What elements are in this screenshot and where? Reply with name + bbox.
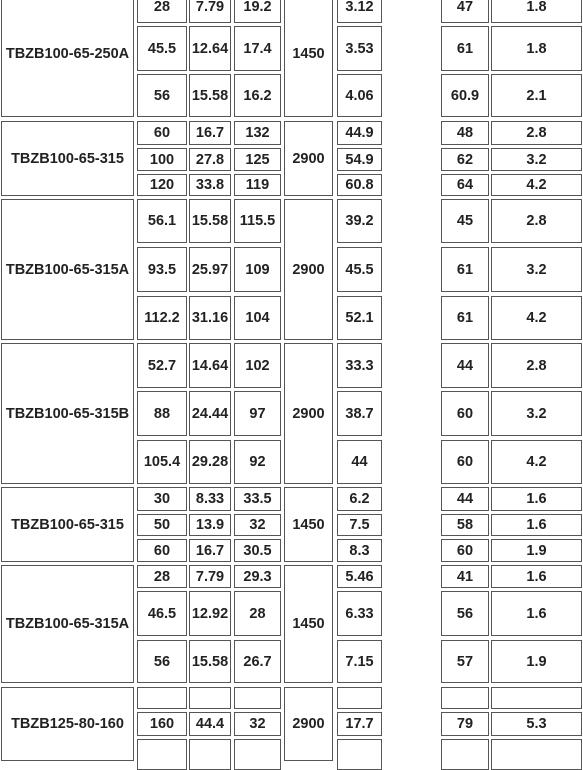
flow-ls-cell: 7.79: [189, 0, 231, 23]
power-cell: 3.12: [337, 0, 382, 23]
npsh-cell: 1.9: [491, 640, 582, 683]
efficiency-cell: 60: [441, 539, 489, 562]
efficiency-cell: 60: [441, 391, 489, 436]
head-cell: 30.5: [234, 539, 281, 562]
head-cell: [234, 739, 281, 770]
flow-m3h-cell: 46.5: [137, 591, 187, 636]
npsh-cell: 1.6: [491, 565, 582, 588]
flow-ls-cell: 31.16: [189, 296, 231, 340]
flow-m3h-cell: 56: [137, 640, 187, 683]
model-cell: TBZB100-65-315A: [1, 565, 134, 683]
flow-m3h-cell: 52.7: [137, 343, 187, 388]
flow-ls-cell: 24.44: [189, 391, 231, 436]
flow-ls-cell: [189, 687, 231, 709]
power-cell: 54.9: [337, 148, 382, 171]
power-cell: 39.2: [337, 199, 382, 243]
flow-ls-cell: 29.28: [189, 440, 231, 484]
flow-m3h-cell: 30: [137, 487, 187, 511]
efficiency-cell: 64: [441, 174, 489, 196]
speed-cell: 2900: [284, 199, 333, 340]
power-cell: 7.15: [337, 640, 382, 683]
flow-ls-cell: 12.64: [189, 26, 231, 71]
flow-ls-cell: 16.7: [189, 121, 231, 145]
npsh-cell: 2.8: [491, 121, 582, 145]
efficiency-cell: 60: [441, 440, 489, 484]
power-cell: 8.3: [337, 539, 382, 562]
flow-m3h-cell: 45.5: [137, 26, 187, 71]
speed-cell: 2900: [284, 343, 333, 484]
npsh-cell: 1.6: [491, 591, 582, 636]
flow-ls-cell: 15.58: [189, 74, 231, 117]
efficiency-cell: 56: [441, 591, 489, 636]
npsh-cell: [491, 739, 582, 770]
power-cell: [337, 687, 382, 709]
flow-m3h-cell: 56.1: [137, 199, 187, 243]
flow-m3h-cell: 60: [137, 539, 187, 562]
npsh-cell: 1.6: [491, 487, 582, 511]
power-cell: 60.8: [337, 174, 382, 196]
flow-ls-cell: 33.8: [189, 174, 231, 196]
head-cell: 33.5: [234, 487, 281, 511]
speed-cell: 2900: [284, 121, 333, 196]
npsh-cell: 2.8: [491, 199, 582, 243]
head-cell: 97: [234, 391, 281, 436]
head-cell: 115.5: [234, 199, 281, 243]
head-cell: 132: [234, 121, 281, 145]
flow-ls-cell: 27.8: [189, 148, 231, 171]
power-cell: 5.46: [337, 565, 382, 588]
head-cell: 125: [234, 148, 281, 171]
npsh-cell: 1.6: [491, 514, 582, 536]
flow-ls-cell: 16.7: [189, 539, 231, 562]
efficiency-cell: 60.9: [441, 74, 489, 117]
model-cell: TBZB100-65-250A: [1, 0, 134, 117]
flow-m3h-cell: 28: [137, 0, 187, 23]
speed-cell: 2900: [284, 687, 333, 761]
head-cell: 19.2: [234, 0, 281, 23]
npsh-cell: 4.2: [491, 296, 582, 340]
efficiency-cell: 41: [441, 565, 489, 588]
flow-m3h-cell: 50: [137, 514, 187, 536]
flow-ls-cell: 7.79: [189, 565, 231, 588]
efficiency-cell: 61: [441, 296, 489, 340]
power-cell: 6.2: [337, 487, 382, 511]
npsh-cell: 2.8: [491, 343, 582, 388]
head-cell: 29.3: [234, 565, 281, 588]
head-cell: 32: [234, 712, 281, 736]
model-cell: TBZB100-65-315: [1, 487, 134, 562]
head-cell: 92: [234, 440, 281, 484]
npsh-cell: 4.2: [491, 174, 582, 196]
head-cell: 102: [234, 343, 281, 388]
model-cell: TBZB125-80-160: [1, 687, 134, 761]
head-cell: 16.2: [234, 74, 281, 117]
power-cell: 44.9: [337, 121, 382, 145]
speed-cell: 1450: [284, 487, 333, 562]
flow-m3h-cell: 56: [137, 74, 187, 117]
npsh-cell: 1.9: [491, 539, 582, 562]
head-cell: 28: [234, 591, 281, 636]
efficiency-cell: 57: [441, 640, 489, 683]
flow-ls-cell: [189, 739, 231, 770]
flow-m3h-cell: 100: [137, 148, 187, 171]
flow-ls-cell: 12.92: [189, 591, 231, 636]
efficiency-cell: 62: [441, 148, 489, 171]
efficiency-cell: 44: [441, 343, 489, 388]
efficiency-cell: 45: [441, 199, 489, 243]
power-cell: 44: [337, 440, 382, 484]
model-cell: TBZB100-65-315: [1, 121, 134, 196]
efficiency-cell: 47: [441, 0, 489, 23]
efficiency-cell: 58: [441, 514, 489, 536]
npsh-cell: 5.3: [491, 712, 582, 736]
efficiency-cell: 79: [441, 712, 489, 736]
model-cell: TBZB100-65-315B: [1, 343, 134, 484]
flow-m3h-cell: 88: [137, 391, 187, 436]
npsh-cell: [491, 687, 582, 709]
power-cell: 33.3: [337, 343, 382, 388]
flow-m3h-cell: 93.5: [137, 247, 187, 292]
npsh-cell: 1.8: [491, 26, 582, 71]
flow-m3h-cell: 112.2: [137, 296, 187, 340]
efficiency-cell: [441, 739, 489, 770]
flow-m3h-cell: 105.4: [137, 440, 187, 484]
power-cell: 38.7: [337, 391, 382, 436]
efficiency-cell: 61: [441, 26, 489, 71]
flow-ls-cell: 44.4: [189, 712, 231, 736]
flow-m3h-cell: 28: [137, 565, 187, 588]
speed-cell: 1450: [284, 0, 333, 117]
power-cell: 3.53: [337, 26, 382, 71]
head-cell: 109: [234, 247, 281, 292]
power-cell: 7.5: [337, 514, 382, 536]
npsh-cell: 3.2: [491, 148, 582, 171]
power-cell: [337, 739, 382, 770]
power-cell: 45.5: [337, 247, 382, 292]
flow-ls-cell: 8.33: [189, 487, 231, 511]
power-cell: 6.33: [337, 591, 382, 636]
head-cell: 119: [234, 174, 281, 196]
power-cell: 52.1: [337, 296, 382, 340]
efficiency-cell: 61: [441, 247, 489, 292]
speed-cell: 1450: [284, 565, 333, 683]
efficiency-cell: 48: [441, 121, 489, 145]
npsh-cell: 4.2: [491, 440, 582, 484]
power-cell: 4.06: [337, 74, 382, 117]
npsh-cell: 2.1: [491, 74, 582, 117]
efficiency-cell: [441, 687, 489, 709]
head-cell: [234, 687, 281, 709]
flow-m3h-cell: [137, 739, 187, 770]
flow-m3h-cell: 160: [137, 712, 187, 736]
flow-ls-cell: 25.97: [189, 247, 231, 292]
head-cell: 104: [234, 296, 281, 340]
flow-m3h-cell: 60: [137, 121, 187, 145]
npsh-cell: 3.2: [491, 247, 582, 292]
flow-ls-cell: 15.58: [189, 640, 231, 683]
head-cell: 26.7: [234, 640, 281, 683]
efficiency-cell: 44: [441, 487, 489, 511]
npsh-cell: 3.2: [491, 391, 582, 436]
model-cell: TBZB100-65-315A: [1, 199, 134, 340]
flow-m3h-cell: [137, 687, 187, 709]
flow-ls-cell: 15.58: [189, 199, 231, 243]
head-cell: 32: [234, 514, 281, 536]
power-cell: 17.7: [337, 712, 382, 736]
flow-m3h-cell: 120: [137, 174, 187, 196]
flow-ls-cell: 13.9: [189, 514, 231, 536]
head-cell: 17.4: [234, 26, 281, 71]
flow-ls-cell: 14.64: [189, 343, 231, 388]
npsh-cell: 1.8: [491, 0, 582, 23]
